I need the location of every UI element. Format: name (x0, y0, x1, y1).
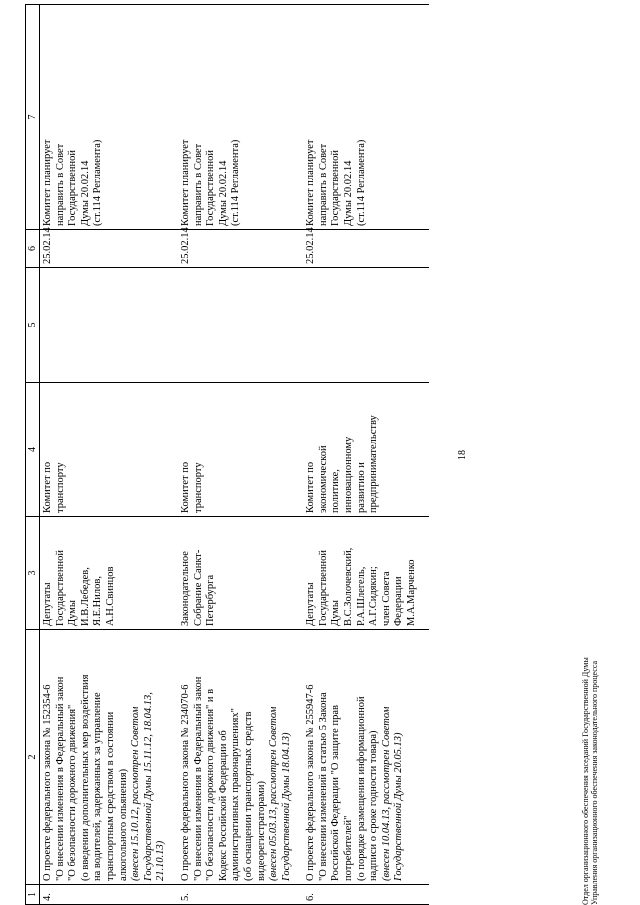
author-line: Р.А.Шлегель, (355, 566, 367, 626)
author-line: Законодательное (179, 551, 191, 626)
bill-text-line: Российской Федерации "О защите прав (330, 705, 342, 881)
bill-text-line: "О внесении изменения в Федеральный закон (192, 676, 204, 881)
column-number: 6 (26, 230, 40, 268)
bill-cell (40, 630, 178, 885)
bill-text-line: (о порядке размещения информационной (355, 696, 367, 881)
footer (582, 657, 600, 905)
author-line: А.Г.Сидякин; (368, 566, 380, 626)
author-line: Федерации (393, 576, 405, 626)
bill-note-line: (внесен 05.03.13, рассмотрен Советом (268, 706, 280, 881)
bill-note-line: (внесен 15.10.12, рассмотрен Советом (130, 706, 142, 881)
committee-line: транспорту (192, 462, 204, 513)
author-line: А.Н.Свинцов (104, 566, 116, 626)
committee-line: Комитет по (305, 461, 317, 513)
row-number: 5. (179, 893, 191, 901)
plan-line: Думы 20.02.14 (79, 160, 91, 226)
bill-text-line: (об оснащении транспортных средств (242, 711, 254, 881)
column-number: 5 (26, 268, 40, 383)
plan-line: Комитет планирует (179, 139, 191, 226)
bill-text-line: О проекте федерального закона № 255947-6 (305, 684, 317, 881)
plan-line: (ст.114 Регламента) (355, 139, 367, 226)
bill-note-line: Государственной Думы 18.04.13) (280, 732, 292, 881)
author-line: М.А.Марченко (406, 559, 418, 626)
rotated-sheet (25, 5, 615, 905)
author-cell (40, 517, 178, 630)
table-row (303, 5, 428, 905)
committee-line: развитию и (355, 462, 367, 513)
empty-cell (178, 268, 303, 383)
bill-text-line: транспортным средством в состоянии (104, 711, 116, 881)
bills-table (25, 4, 429, 905)
committee-cell (40, 383, 178, 517)
author-line: Государственной (317, 550, 329, 626)
bill-text-line: Кодекс Российской Федерации об (217, 730, 229, 881)
author-line: В.С.Золочевский, (343, 547, 355, 626)
committee-line: политике, (330, 469, 342, 513)
bill-text-line: "О безопасности дорожного движения" (67, 704, 79, 881)
author-line: Собрание Санкт- (192, 549, 204, 626)
plan-line: (ст.114 Регламента) (230, 139, 242, 226)
bill-text-line: "О безопасности дорожного движения" и в (205, 688, 217, 881)
author-line: И.В.Лебедев, (79, 567, 91, 626)
page-number: 18 (457, 450, 468, 460)
author-cell (178, 517, 303, 630)
column-number: 4 (26, 383, 40, 517)
bill-text-line: (о введении дополнительных мер воздействия (79, 674, 91, 881)
committee-line: предпринимательству (368, 415, 380, 513)
column-number-row (26, 5, 40, 905)
committee-line: экономической (317, 445, 329, 513)
bill-text-line: О проекте федерального закона № 234070-6 (179, 684, 191, 881)
date-value: 25.02.14 (179, 227, 191, 264)
bill-text-line: "О внесении изменений в статью 5 Закона (317, 692, 329, 881)
author-line: Думы (330, 600, 342, 626)
empty-cell (303, 268, 428, 383)
plan-line: Государственной (205, 150, 217, 226)
bill-note-line: Государственной Думы 15.11.12, 18.04.13, (142, 692, 154, 881)
author-line: Депутаты (305, 582, 317, 626)
bill-text-line: видеорегистраторами) (255, 780, 267, 881)
plan-line: Государственной (67, 150, 79, 226)
committee-cell (303, 383, 428, 517)
plan-line: направить в Совет (54, 143, 66, 226)
author-cell (303, 517, 428, 630)
date-value: 25.02.14 (305, 227, 317, 264)
committee-cell (178, 383, 303, 517)
plan-line: Думы 20.02.14 (217, 160, 229, 226)
plan-cell (178, 5, 303, 230)
author-line: член Совета (380, 571, 392, 626)
plan-line: направить в Совет (317, 143, 329, 226)
bill-note-line: 21.10.13) (155, 840, 167, 881)
bill-text-line: "О внесении изменения в Федеральный закон (54, 676, 66, 881)
author-line: Я.Е.Нилов, (92, 576, 104, 626)
author-line: Петербурга (205, 574, 217, 626)
row-number: 4. (42, 893, 53, 901)
plan-line: (ст.114 Регламента) (92, 139, 104, 226)
plan-line: Комитет планирует (305, 139, 317, 226)
column-number: 3 (26, 517, 40, 630)
bill-text-line: на водителей, задержанных за управление (92, 692, 104, 881)
column-number: 7 (26, 5, 40, 230)
table-row (178, 5, 303, 905)
plan-line: направить в Совет (192, 143, 204, 226)
committee-line: транспорту (54, 462, 66, 513)
bill-cell (303, 630, 428, 885)
date-value: 25.02.14 (42, 227, 53, 264)
bill-text-line: надписи о сроке годности товара) (368, 730, 380, 881)
footer-line: Управления организационного обеспечения законодательного процесса (589, 660, 599, 905)
empty-cell (40, 268, 178, 383)
bill-text-line: потребителей" (343, 815, 355, 881)
row-number: 6. (305, 893, 317, 901)
bill-cell (178, 630, 303, 885)
plan-cell (40, 5, 178, 230)
author-line: Думы (67, 600, 79, 626)
column-number: 1 (26, 885, 40, 905)
column-number: 2 (26, 630, 40, 885)
bill-text-line: О проекте федерального закона № 152354-6 (42, 684, 53, 881)
author-line: Депутаты (42, 582, 53, 626)
committee-line: Комитет по (179, 461, 191, 513)
bill-note-line: Государственной Думы 20.05.13) (393, 732, 405, 881)
footer-line: Отдел организационного обеспечения заседаний Государственной Думы (581, 657, 590, 905)
plan-line: Комитет планирует (42, 139, 53, 226)
plan-line: Государственной (330, 150, 342, 226)
plan-line: Думы 20.02.14 (343, 160, 355, 226)
bill-note-line: (внесен 10.04.13, рассмотрен Советом (380, 706, 392, 881)
bill-text-line: алкогольного опьянения) (117, 768, 129, 881)
committee-line: инновационному (343, 436, 355, 513)
plan-cell (303, 5, 428, 230)
author-line: Государственной (54, 550, 66, 626)
table-row (40, 5, 178, 905)
bill-text-line: административных правонарушениях" (230, 708, 242, 881)
committee-line: Комитет по (42, 461, 53, 513)
